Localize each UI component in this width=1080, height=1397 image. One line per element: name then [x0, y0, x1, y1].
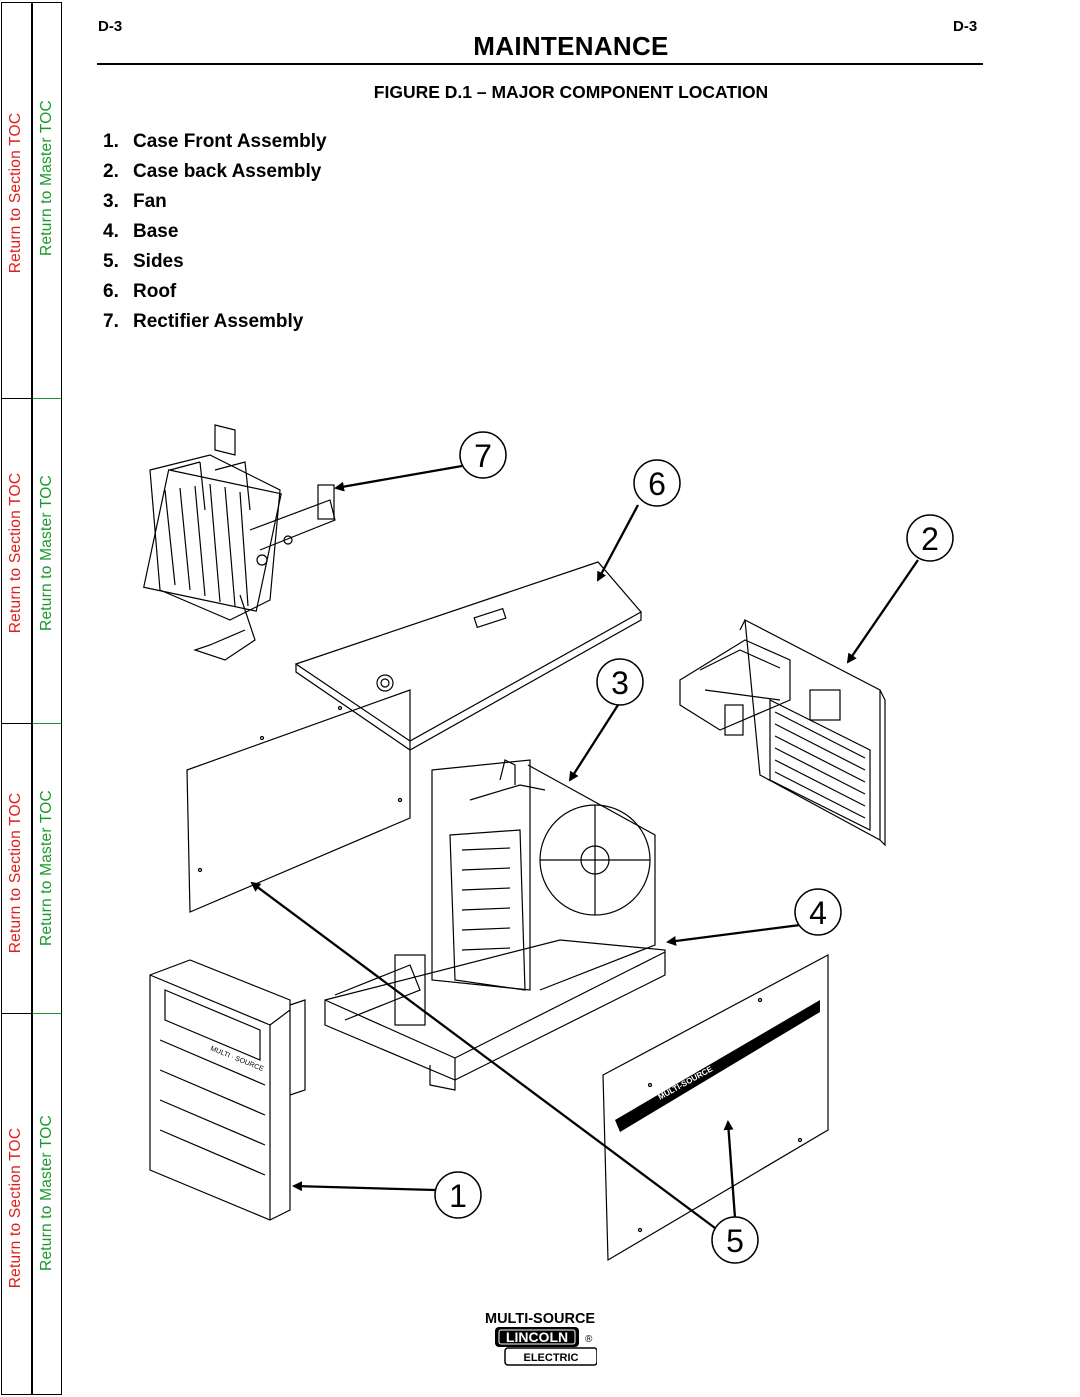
return-to-section-toc-link[interactable]: Return to Section TOC: [7, 1127, 25, 1289]
page-number-right: D-3: [953, 18, 978, 35]
callout-label: 4: [809, 895, 827, 931]
return-to-master-toc-link[interactable]: Return to Master TOC: [38, 790, 55, 946]
list-item: 2. Case back Assembly: [103, 161, 322, 182]
list-item: 7. Rectifier Assembly: [103, 311, 304, 332]
logo-text-bottom: ELECTRIC: [523, 1352, 579, 1364]
logo-text-top: LINCOLN: [505, 1329, 569, 1345]
callout-label: 1: [449, 1178, 467, 1214]
side-panel-right: [603, 955, 828, 1260]
callout-label: 7: [474, 438, 492, 474]
base-frame: [325, 940, 665, 1090]
list-item: 5. Sides: [103, 251, 184, 272]
list-item: 1. Case Front Assembly: [103, 131, 327, 152]
callout-label: 6: [648, 466, 666, 502]
callout-arrows: [252, 466, 918, 1228]
figure-title: FIGURE D.1 – MAJOR COMPONENT LOCATION: [373, 82, 769, 102]
list-item: 3. Fan: [103, 191, 167, 212]
front-panel-label: MULTI · SOURCE: [209, 1045, 265, 1074]
fan-transformer-assembly: [432, 760, 655, 990]
return-to-section-toc-link[interactable]: Return to Section TOC: [7, 792, 25, 954]
return-to-master-toc-link[interactable]: Return to Master TOC: [38, 475, 55, 631]
return-to-section-toc-link[interactable]: Return to Section TOC: [7, 472, 25, 634]
callout-label: 3: [611, 665, 629, 701]
side-panel-label: MULTI-SOURCE: [656, 1064, 715, 1102]
list-item: 6. Roof: [103, 281, 177, 302]
case-front-assembly: [150, 960, 305, 1220]
section-title: MAINTENANCE: [473, 31, 669, 61]
logo-registered-mark: ®: [585, 1334, 593, 1345]
roof-panel: [296, 562, 641, 750]
return-to-master-toc-link[interactable]: Return to Master TOC: [38, 1115, 55, 1271]
return-to-master-toc-link[interactable]: Return to Master TOC: [38, 100, 55, 256]
rectifier-assembly: [144, 425, 335, 660]
return-to-section-toc-link[interactable]: Return to Section TOC: [7, 112, 25, 274]
lincoln-electric-logo: [495, 1327, 597, 1369]
list-item: 4. Base: [103, 221, 179, 242]
callout-label: 2: [921, 521, 939, 557]
model-name: MULTI-SOURCE: [485, 1311, 596, 1327]
side-panel-left: [187, 690, 410, 912]
callout-label: 5: [726, 1223, 744, 1259]
page-number-left: D-3: [98, 18, 123, 35]
